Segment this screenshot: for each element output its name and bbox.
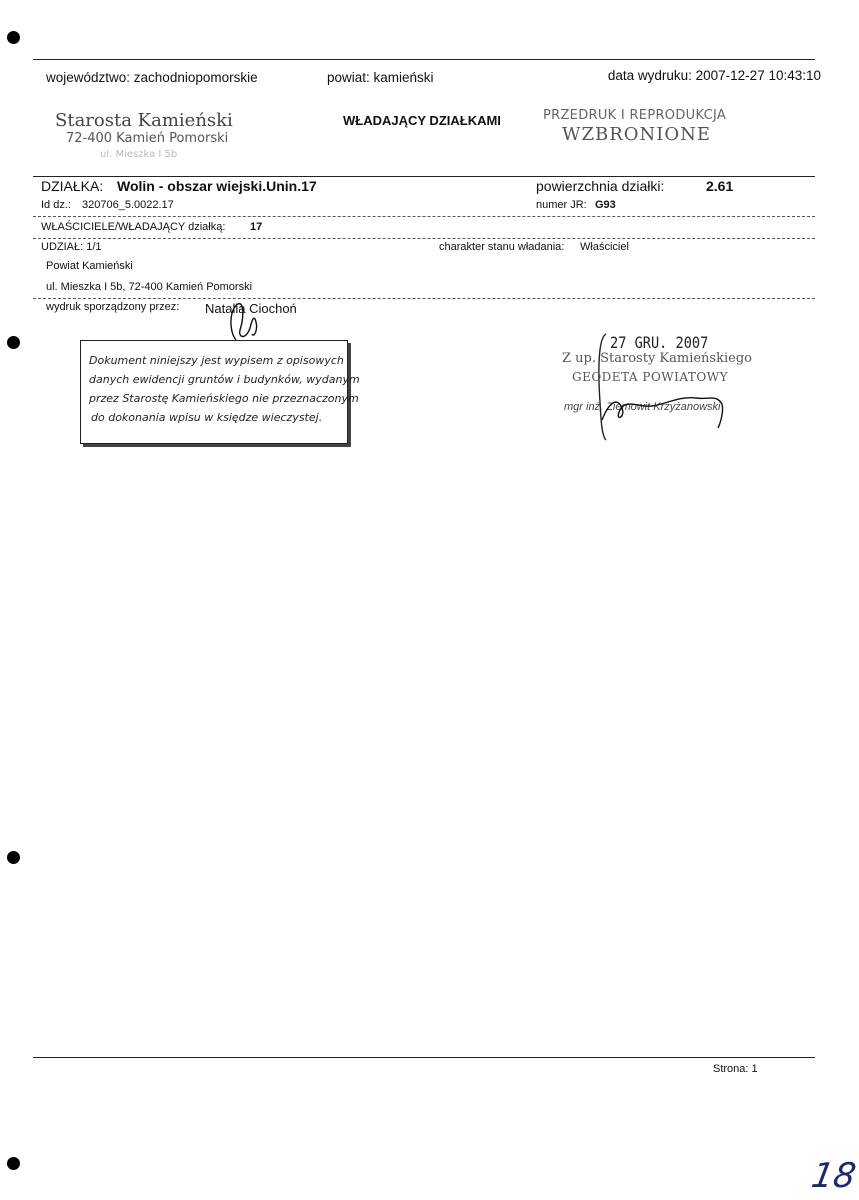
voivodeship-label: województwo: zachodniopomorskie	[46, 70, 258, 85]
owner-name: Powiat Kamieński	[46, 260, 133, 272]
reproduction-stamp-line2: WZBRONIONE	[562, 124, 712, 145]
jr-label: numer JR:	[536, 199, 587, 211]
office-stamp-line3: ul. Mieszka I 5b	[100, 149, 178, 160]
handwritten-page-number: 18	[808, 1156, 859, 1196]
disclaimer-line-4: do dokonania wpisu w księdze wieczystej.	[91, 411, 323, 424]
owners-parcel-number: 17	[250, 221, 263, 233]
parcel-name: Wolin - obszar wiejski.Unin.17	[117, 178, 317, 194]
parcel-id-value: 320706_5.0022.17	[82, 199, 174, 211]
owners-label: WŁAŚCICIELE/WŁADAJĄCY działką:	[41, 221, 226, 233]
disclaimer-line-1: Dokument niniejszy jest wypisem z opisowych	[89, 354, 344, 367]
office-stamp-line1: Starosta Kamieński	[55, 110, 233, 131]
official-signature	[600, 390, 740, 430]
prepared-divider	[33, 298, 815, 299]
owners-divider	[33, 238, 815, 239]
preparer-signature	[224, 300, 264, 344]
stamp-line1: Z up. Starosty Kamieńskiego	[562, 351, 752, 366]
disclaimer-line-3: przez Starostę Kamieńskiego nie przeznaczonym	[89, 392, 359, 405]
ownership-value: Właściciel	[580, 241, 629, 253]
print-date: data wydruku: 2007-12-27 10:43:10	[607, 68, 821, 83]
disclaimer-box	[80, 340, 360, 444]
county-label: powiat: kamieński	[327, 70, 434, 85]
office-stamp-line2: 72-400 Kamień Pomorski	[66, 131, 229, 146]
jr-value: G93	[595, 199, 616, 211]
page-number: Strona: 1	[713, 1063, 758, 1075]
stamp-line2: GEODETA POWIATOWY	[572, 370, 728, 384]
area-label: powierzchnia działki:	[536, 178, 665, 194]
disclaimer-line-2: danych ewidencji gruntów i budynków, wydanym	[89, 373, 360, 386]
punch-hole-3	[7, 851, 20, 864]
area-value: 2.61	[706, 178, 734, 194]
punch-hole-4	[7, 1157, 20, 1170]
share-label: UDZIAŁ: 1/1	[41, 241, 102, 253]
prepared-by-name: Natalia Ciochoń	[205, 301, 297, 316]
punch-hole-2	[7, 336, 20, 349]
prepared-by-label: wydruk sporządzony przez:	[46, 301, 180, 313]
header-top-rule	[33, 59, 815, 60]
parcel-divider	[33, 216, 815, 217]
parcel-top-rule	[33, 176, 815, 177]
owner-address: ul. Mieszka I 5b, 72-400 Kamień Pomorski	[46, 281, 253, 293]
punch-hole-1	[7, 31, 20, 44]
ownership-label: charakter stanu władania:	[439, 241, 565, 253]
footer-rule	[33, 1057, 815, 1058]
parcel-label: DZIAŁKA:	[41, 178, 104, 194]
parcel-id-label: Id dz.:	[41, 199, 71, 211]
reproduction-stamp-line1: PRZEDRUK I REPRODUKCJA	[543, 108, 727, 123]
document-title: WŁADAJĄCY DZIAŁKAMI	[343, 113, 501, 128]
stamp-line3: mgr inż. Ziemowit Krzyżanowski	[564, 401, 721, 413]
stamp-date: 27 GRU. 2007	[610, 333, 709, 352]
